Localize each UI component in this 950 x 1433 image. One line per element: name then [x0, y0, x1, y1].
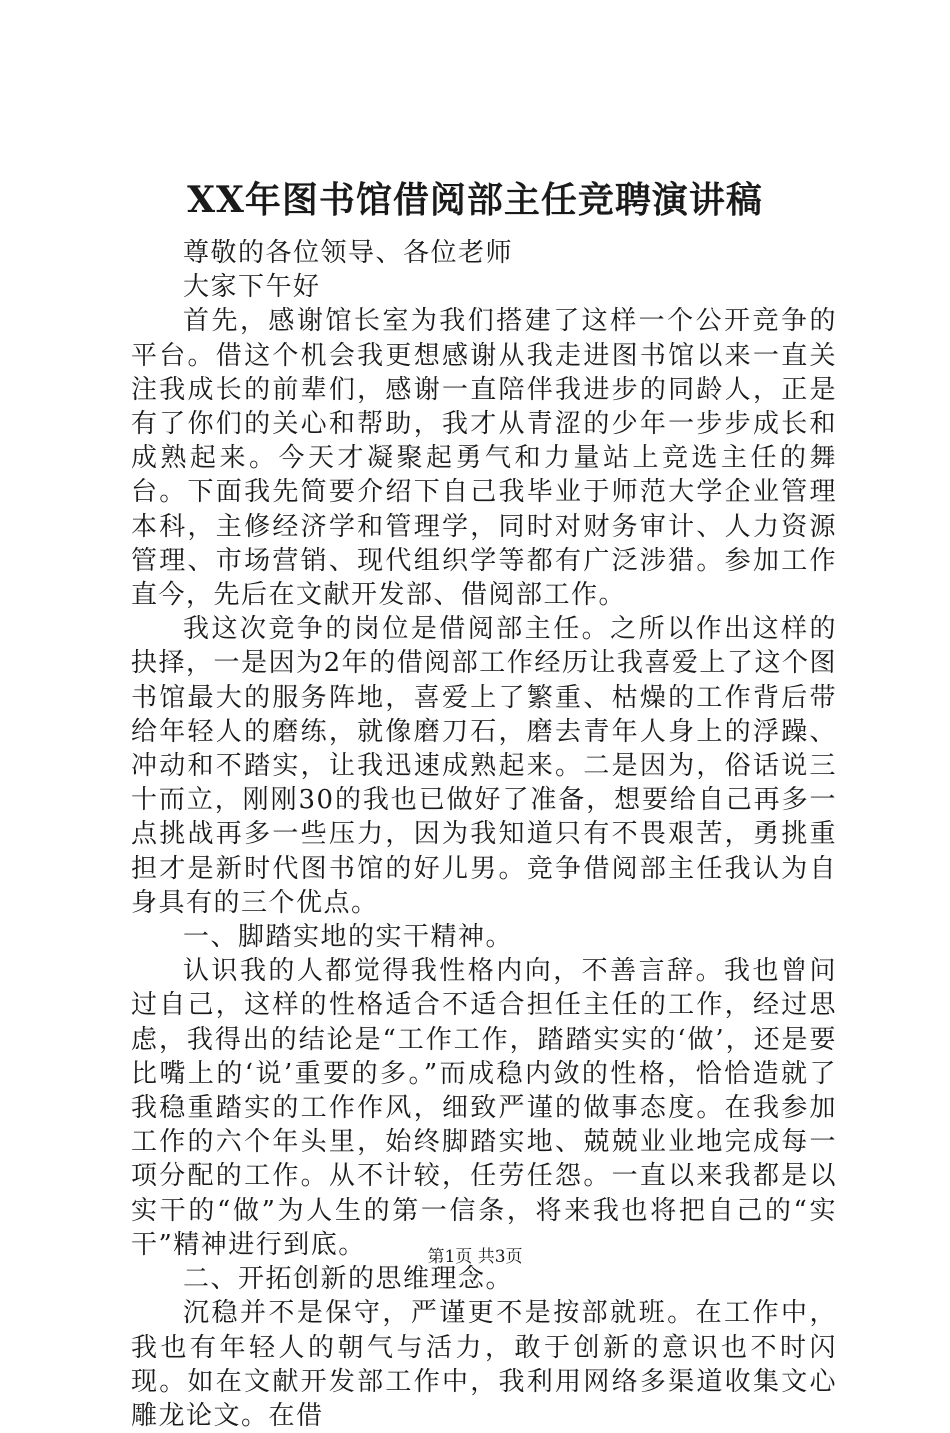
document-title: XX年图书馆借阅部主任竞聘演讲稿 — [187, 179, 763, 221]
page-footer: 第1页 共3页 — [427, 1247, 523, 1267]
paragraph: 我这次竞争的岗位是借阅部主任。之所以作出这样的抉择，一是因为2年的借阅部工作经历让我喜爱上了这个图书馆最大的服务阵地，喜爱上了繁重、枯燥的工作背后带给年轻人的磨练，就像磨刀石，磨去青年人身上的浮躁、冲动和不踏实，让我迅速成熟起来。二是因为，俗话说三十而立，刚刚30的我也已做好了准备，想要给自己再多一点挑战再多一些压力，因为我知道只有不畏艰苦，勇挑重担才是新时代图书馆的好儿男。竞争借阅部主任我认为自身具有的三个优点。 — [131, 614, 837, 918]
greeting: 大家下午好 — [183, 272, 321, 303]
section-heading: 二、开拓创新的思维理念。 — [183, 1264, 514, 1295]
paragraph: 首先，感谢馆长室为我们搭建了这样一个公开竞争的平台。借这个机会我更想感谢从我走进图书馆以来一直关注我成长的前辈们，感谢一直陪伴我进步的同龄人，正是有了你们的关心和帮助，我才从青涩的少年一步步成长和成熟起来。今天才凝聚起勇气和力量站上竞选主任的舞台。下面我先简要介绍下自己我毕业于师范大学企业管理本科，主修经济学和管理学，同时对财务审计、人力资源管理、市场营销、现代组织学等都有广泛涉猎。参加工作直今，先后在文献开发部、借阅部工作。 — [131, 306, 837, 611]
paragraph: 认识我的人都觉得我性格内向，不善言辞。我也曾问过自己，这样的性格适合不适合担任主任的工作，经过思虑，我得出的结论是“工作工作，踏踏实实的‘做’，还是要比嘴上的‘说’重要的多。”而成稳内敛的性格，恰恰造就了我稳重踏实的工作作风，细致严谨的做事态度。在我参加工作的六个年头里，始终脚踏实地、兢兢业业地完成每一项分配的工作。从不计较，任劳任怨。一直以来我都是以实干的“做”为人生的第一信条，将来我也将把自己的“实干”精神进行到底。 — [131, 956, 837, 1260]
section-heading: 一、脚踏实地的实干精神。 — [183, 922, 514, 953]
salutation: 尊敬的各位领导、各位老师 — [183, 238, 514, 268]
paragraph: 沉稳并不是保守，严谨更不是按部就班。在工作中，我也有年轻人的朝气与活力，敢于创新的意识也不时闪现。如在文献开发部工作中，我利用网络多渠道收集文心雕龙论文。在借 — [131, 1298, 837, 1431]
